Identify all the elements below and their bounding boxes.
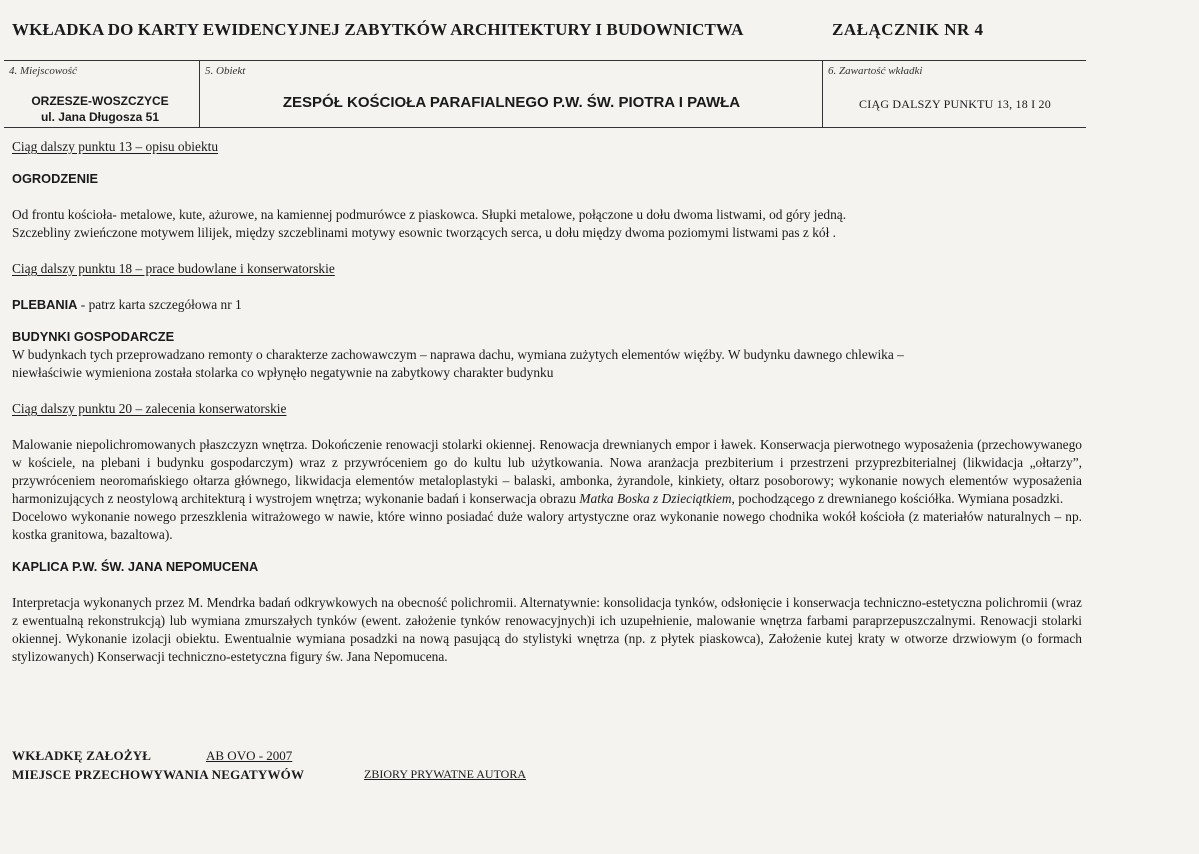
content-label: 6. Zawartość wkładki bbox=[828, 65, 923, 77]
fence-title: OGRODZENIE bbox=[12, 171, 99, 186]
fence-text-line-1: Od frontu kościoła- metalowe, kute, ażurowe, na kamiennej podmurówce z piaskowca. Słupki metalowe, połączone u dołu dwoma listwami, od góry jedną. bbox=[12, 207, 847, 222]
locality-address: ul. Jana Długosza 51 bbox=[40, 110, 160, 124]
content-cell bbox=[822, 61, 1087, 127]
negatives-location-label: MIEJSCE PRZECHOWYWANIA NEGATYWÓW bbox=[12, 767, 305, 782]
footer-negatives-row bbox=[12, 767, 812, 786]
painting-title: Matka Boska z Dzieciątkiem bbox=[579, 491, 732, 506]
locality-cell bbox=[4, 61, 196, 127]
footer-created-row bbox=[12, 748, 812, 767]
document-body bbox=[12, 138, 1082, 666]
recommendations-text-a: Malowanie niepolichromowanych płaszczyzn wnętrza. Dokończenie renowacji stolarki okiennej. Renowacja drewnianych empor i ławek. Konserwacja pierwotnego wyposażenia (przechowywanego w kościele, na plebani i budynku gospodarczym) wraz z przywróceniem go do kultu lub użytkowania. Nowa aranżacja prezbiterium i przestrzeni przyprezbiterialnej (likwidacja „ołtarzy”, przywróceniem neoromańskiego ołtarza głównego, likwidacja elementów metaloplastyki – balaski, ambonka, żyrandole, kinkiety, ołtarz posoborowy; wykonanie nowych elementów wyposażenia harmonizujących z neostylową architekturą i wystrojem wnętrza; wykonanie badań i konserwacja obrazu bbox=[12, 437, 1082, 506]
chapel-paragraph: Interpretacja wykonanych przez M. Mendrka badań odkrywkowych na obecność polichromii. Alternatywnie: konsolidacja tynków, odsłonięcie i konserwacja techniczno-estetyczna polichromii (wraz z ewentualną rekonstrukcją) lub wymiana zmurszałych tynków (ewent. założenie tynków renowacyjnych)i ich uzupełnienie, malowanie wnętrza farbami paraprzepuszczalnymi. Renowacji stolarki okiennej. Wykonanie izolacji obiektu. Ewentualnie wymiana posadzki na nową pasującą do stylistyki wnętrza (np. z płytek piaskowca), Założenie kutej kraty w otworze drzwiowym (o formach stylizowanych) Konserwacji techniczno-estetyczna figury św. Jana Nepomucena. bbox=[12, 595, 1082, 664]
created-by-label: WKŁADKĘ ZAŁOŻYŁ bbox=[12, 748, 152, 763]
recommendations-paragraph-2: Docelowo wykonanie nowego przeszklenia witrażowego w nawie, które winno posiadać duże walory artystyczne oraz wykonanie nowego chodnika wokół kościoła (z materiałów naturalnych – np. kostka granitowa, bazaltowa). bbox=[12, 509, 1082, 542]
section-heading-20: Ciąg dalszy punktu 20 – zalecenia konserwatorskie bbox=[12, 401, 287, 416]
created-by-value: AB OVO - 2007 bbox=[206, 748, 293, 763]
rectory-title: PLEBANIA bbox=[12, 297, 78, 312]
recommendations-text-b: , pochodzącego z drewnianego kościółka. Wymiana posadzki. bbox=[731, 491, 1064, 506]
locality-label: 4. Miejscowość bbox=[9, 65, 77, 77]
fence-text-line-2: Szczebliny zwieńczone motywem lilijek, między szczeblinami motywy esownic tworzących serca, u dołu między dwoma poziomymi listwami pas z kół . bbox=[12, 225, 837, 240]
negatives-location-value: ZBIORY PRYWATNE AUTORA bbox=[364, 767, 527, 781]
farm-buildings-line-1: W budynkach tych przeprowadzano remonty o charakterze zachowawczym – naprawa dachu, wymiana zużytych elementów więźby. W budynku dawnego chlewika – bbox=[12, 347, 904, 362]
annex-number: ZAŁĄCZNIK NR 4 bbox=[832, 20, 984, 39]
object-cell bbox=[199, 61, 823, 127]
document-footer bbox=[12, 748, 812, 786]
section-heading-13: Ciąg dalszy punktu 13 – opisu obiektu bbox=[12, 139, 219, 154]
recommendations-paragraph bbox=[12, 436, 1082, 508]
rectory-paragraph bbox=[12, 296, 1082, 314]
object-label: 5. Obiekt bbox=[205, 65, 246, 77]
farm-buildings-title: BUDYNKI GOSPODARCZE bbox=[12, 329, 175, 344]
header-table bbox=[4, 60, 1086, 128]
section-heading-18: Ciąg dalszy punktu 18 – prace budowlane i konserwatorskie bbox=[12, 261, 335, 276]
rectory-text: - patrz karta szczegółowa nr 1 bbox=[77, 297, 242, 312]
chapel-title: KAPLICA P.W. ŚW. JANA NEPOMUCENA bbox=[12, 559, 259, 574]
locality-name: ORZESZE-WOSZCZYCE bbox=[31, 94, 169, 108]
farm-buildings-line-2: niewłaściwie wymieniona została stolarka co wpłynęło negatywnie na zabytkowy charakter budynku bbox=[12, 365, 554, 380]
object-value: ZESPÓŁ KOŚCIOŁA PARAFIALNEGO P.W. ŚW. PIOTRA I PAWŁA bbox=[282, 94, 741, 111]
content-value: CIĄG DALSZY PUNKTU 13, 18 I 20 bbox=[859, 97, 1051, 111]
document-title: WKŁADKA DO KARTY EWIDENCYJNEJ ZABYTKÓW ARCHITEKTURY I BUDOWNICTWA bbox=[12, 20, 744, 39]
